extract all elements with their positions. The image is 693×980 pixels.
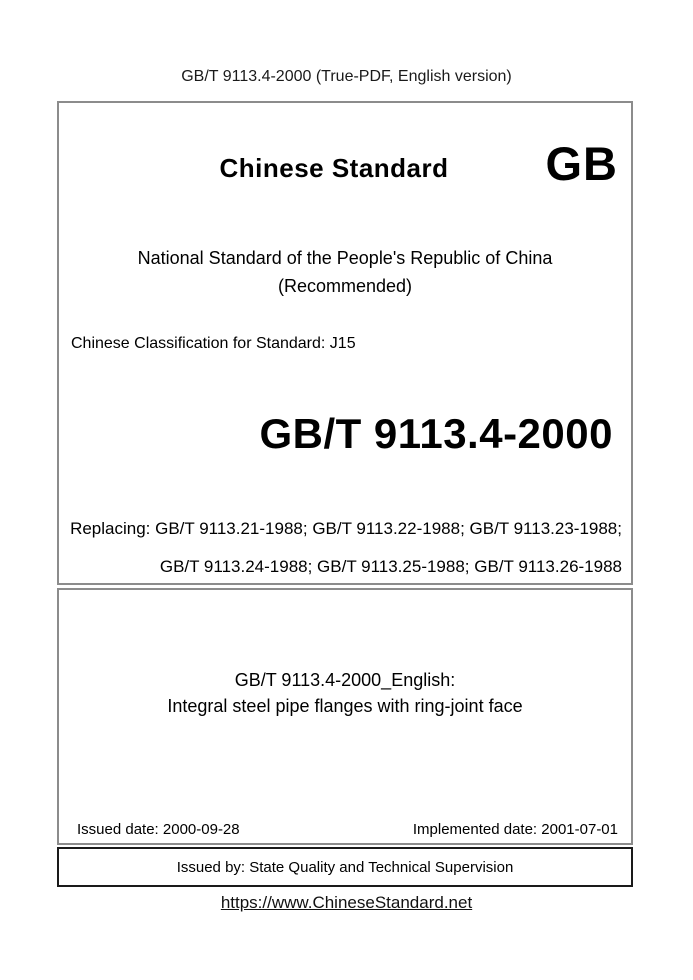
english-title-line-2: Integral steel pipe flanges with ring-joint face [167, 696, 523, 716]
footer [0, 893, 693, 913]
issued-date: Issued date: 2000-09-28 [77, 821, 240, 838]
replacing-line-1: Replacing: GB/T 9113.21-1988; GB/T 9113.22-1988; GB/T 9113.23-1988; [70, 519, 622, 538]
issuer-box [57, 847, 633, 887]
cover-main-box [57, 101, 633, 585]
website-link[interactable]: https://www.ChineseStandard.net [220, 893, 473, 912]
implemented-date: Implemented date: 2001-07-01 [412, 821, 618, 838]
gb-logo: GB [545, 137, 618, 190]
dates-row [59, 821, 631, 838]
national-standard-line: National Standard of the People's Republic of China [137, 248, 553, 268]
replacing-block [67, 510, 622, 586]
brand-title: Chinese Standard [219, 153, 449, 183]
page-header-text: GB/T 9113.4-2000 (True-PDF, English version) [181, 68, 512, 85]
english-title-box [57, 588, 633, 845]
english-title-line-1: GB/T 9113.4-2000_English: [234, 670, 456, 690]
replacing-line-2: GB/T 9113.24-1988; GB/T 9113.25-1988; GB/T 9113.26-1988 [159, 557, 622, 576]
issuer-text: Issued by: State Quality and Technical Supervision [176, 858, 514, 876]
classification-line: Chinese Classification for Standard: J15 [71, 335, 356, 352]
standard-number: GB/T 9113.4-2000 [259, 410, 613, 457]
recommended-line: (Recommended) [277, 276, 413, 296]
